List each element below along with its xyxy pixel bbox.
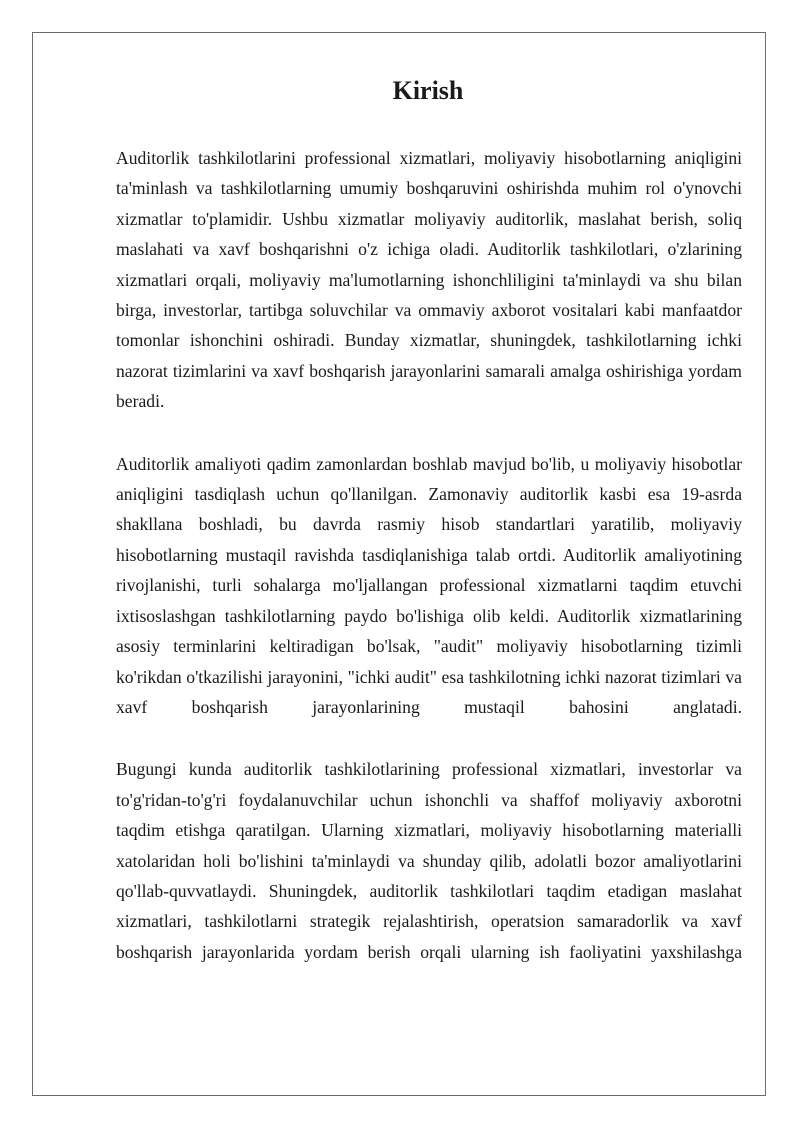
document-body — [116, 143, 742, 967]
page-title: Kirish — [392, 76, 464, 105]
paragraph-3: Bugungi kunda auditorlik tashkilotlarining professional xizmatlari, investorlar va to'g'ridan-to'g'ri foydalanuvchilar uchun ishonchli va shaffof moliyaviy axborotni taqdim etishga qaratilgan. Ularning xizmatlari, moliyaviy hisobotlarning materialli xatolaridan holi bo'lishini ta'minlaydi va shunday qilib, adolatli bozor amaliyotlarini qo'llab-quvvatlaydi. Shuningdek, auditorlik tashkilotlari taqdim etadigan maslahat xizmatlari, tashkilotlarni strategik rejalashtirish, operatsion samaradorlik va xavf boshqarish jarayonlarida yordam berish orqali ularning ish faoliyatini yaxshilashga — [116, 759, 742, 962]
paragraph-2: Auditorlik amaliyoti qadim zamonlardan boshlab mavjud bo'lib, u moliyaviy hisobotlar aniqligini tasdiqlash uchun qo'llanilgan. Zamonaviy auditorlik kasbi esa 19-asrda shakllana boshladi, bu davrda rasmiy hisob standartlari yaratilib, moliyaviy hisobotlarning mustaqil ravishda tasdiqlanishiga talab ortdi. Auditorlik amaliyotining rivojlanishi, turli sohalarga mo'ljallangan professional xizmatlarni taqdim etuvchi ixtisoslashgan tashkilotlarning paydo bo'lishiga olib keldi. Auditorlik xizmatlarining asosiy terminlarini keltiradigan bo'lsak, "audit" moliyaviy hisobotlarning tizimli ko'rikdan o'tkazilishi jarayonini, "ichki audit" esa tashkilotning ichki nazorat tizimlari va xavf boshqarish jarayonlarining mustaqil bahosini anglatadi. — [116, 453, 742, 717]
paragraph-1: Auditorlik tashkilotlarini professional xizmatlari, moliyaviy hisobotlarning aniqligini ta'minlash va tashkilotlarning umumiy boshqaruvini oshirishda muhim rol o'ynovchi xizmatlar to'plamidir. Ushbu xizmatlar moliyaviy auditorlik, maslahat berish, soliq maslahati va xavf boshqarishni o'z ichiga oladi. Auditorlik tashkilotlari, o'zlarining xizmatlari orqali, moliyaviy ma'lumotlarning ishonchliligini ta'minlaydi va shu bilan birga, investorlar, tartibga soluvchilar va ommaviy axborot vositalari kabi manfaatdor tomonlar ishonchini oshiradi. Bunday xizmatlar, shuningdek, tashkilotlarning ichki nazorat tizimlarini va xavf boshqarish jarayonlarini samarali amalga oshirishiga yordam beradi. — [116, 148, 742, 412]
